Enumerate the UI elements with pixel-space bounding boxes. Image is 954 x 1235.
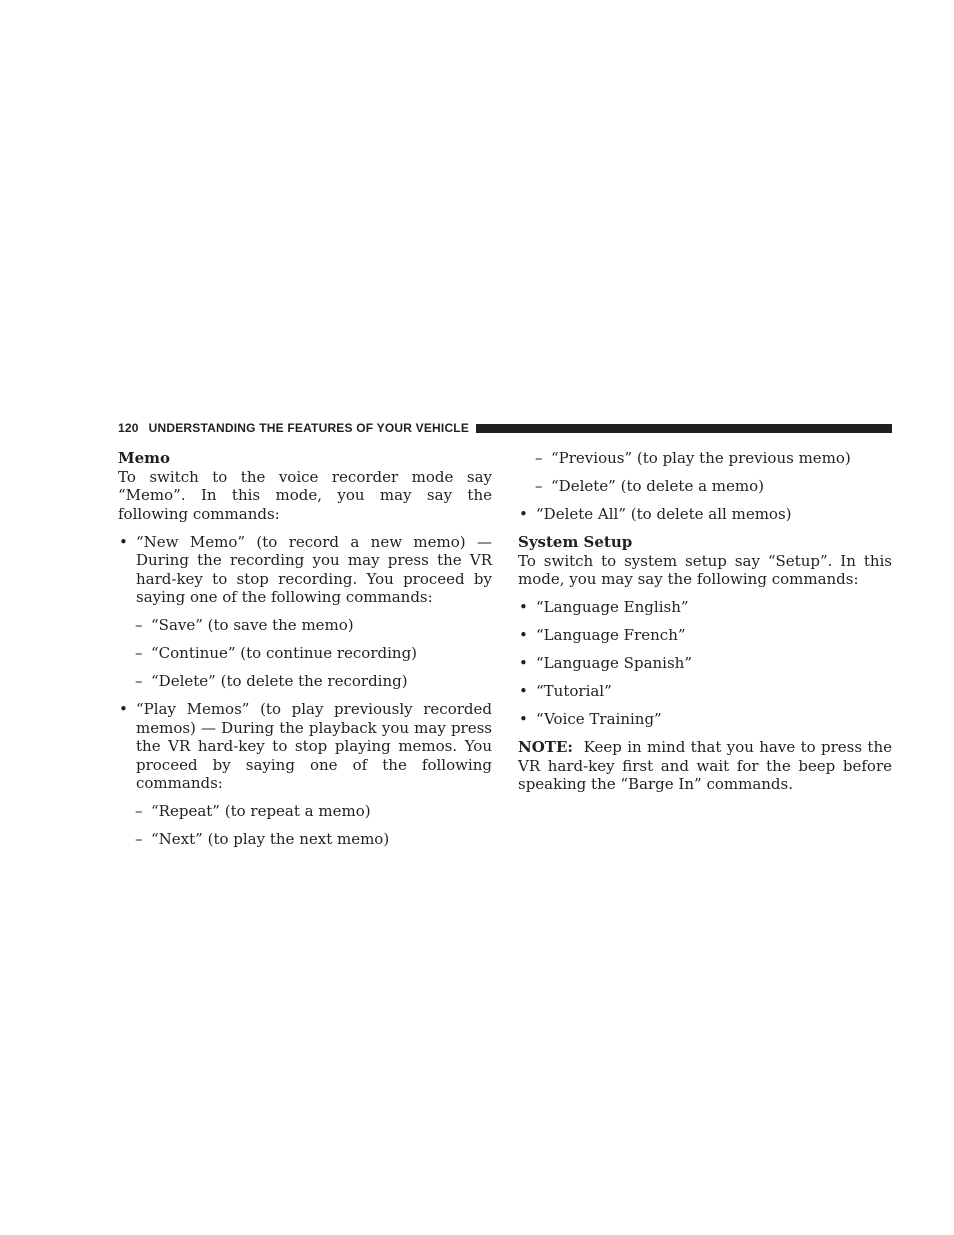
sub-item-next	[118, 830, 492, 849]
page-header	[118, 419, 892, 437]
play-memos-text: “Play Memos” (to play previously recorded memos) — During the playback you may press the VR hard-key to stop playing memos. You proceed by saying one of the following commands:	[136, 700, 492, 792]
repeat-command: “Repeat” (to repeat a memo)	[151, 802, 371, 820]
delete-recording-command: “Delete” (to delete the recording)	[151, 672, 408, 690]
note-label: NOTE:	[518, 738, 573, 756]
tutorial-command: “Tutorial”	[536, 682, 612, 700]
list-item-delete-all	[518, 505, 892, 524]
dash-icon: –	[535, 449, 543, 467]
delete-memo-command: “Delete” (to delete a memo)	[551, 477, 765, 495]
save-command: “Save” (to save the memo)	[151, 616, 354, 634]
sub-item-delete-memo	[518, 477, 892, 496]
previous-command: “Previous” (to play the previous memo)	[551, 449, 851, 467]
new-memo-text: “New Memo” (to record a new memo) — During the recording you may press the VR hard-key to stop recording. You proceed by saying one of the following commands:	[136, 532, 492, 606]
continue-command: “Continue” (to continue recording)	[151, 644, 418, 662]
language-spanish-command: “Language Spanish”	[536, 654, 692, 672]
dash-icon: –	[135, 644, 143, 662]
bullet-icon: •	[519, 505, 528, 523]
memo-intro: To switch to the voice recorder mode say “Memo”. In this mode, you may say the following commands:	[118, 467, 492, 523]
language-french-command: “Language French”	[536, 626, 686, 644]
sub-item-save	[118, 616, 492, 635]
list-item-new-memo	[118, 533, 492, 607]
note-paragraph	[518, 738, 892, 794]
bullet-icon: •	[519, 626, 528, 644]
bullet-icon: •	[119, 532, 128, 551]
note-text: Keep in mind that you have to press the VR hard-key first and wait for the beep before speaking the “Barge In” commands.	[518, 738, 892, 793]
bullet-icon: •	[519, 654, 528, 672]
list-item-language-french	[518, 626, 892, 645]
sub-item-delete-recording	[118, 672, 492, 691]
list-item-tutorial	[518, 682, 892, 701]
list-item-play-memos	[118, 700, 492, 793]
right-column	[518, 449, 892, 803]
dash-icon: –	[535, 477, 543, 495]
dash-icon: –	[135, 802, 143, 820]
system-setup-intro: To switch to system setup say “Setup”. In this mode, you may say the following commands:	[518, 551, 892, 588]
list-item-language-spanish	[518, 654, 892, 673]
sub-item-repeat	[118, 802, 492, 821]
list-item-voice-training	[518, 710, 892, 729]
sub-item-continue	[118, 644, 492, 663]
bullet-icon: •	[519, 598, 528, 616]
left-column	[118, 449, 492, 858]
dash-icon: –	[135, 830, 143, 848]
dash-icon: –	[135, 616, 143, 634]
delete-all-text: “Delete All” (to delete all memos)	[536, 505, 792, 523]
memo-heading: Memo	[118, 449, 171, 467]
system-setup-heading: System Setup	[518, 533, 633, 551]
header-rule-bar	[476, 424, 892, 433]
bullet-icon: •	[119, 700, 128, 718]
running-title: UNDERSTANDING THE FEATURES OF YOUR VEHICLE	[148, 421, 470, 435]
sub-item-previous	[518, 449, 892, 468]
bullet-icon: •	[519, 710, 528, 728]
voice-training-command: “Voice Training”	[536, 710, 662, 728]
page-number: 120	[118, 421, 139, 435]
bullet-icon: •	[519, 682, 528, 700]
language-english-command: “Language English”	[536, 598, 689, 616]
next-command: “Next” (to play the next memo)	[151, 830, 390, 848]
dash-icon: –	[135, 672, 143, 690]
list-item-language-english	[518, 598, 892, 617]
